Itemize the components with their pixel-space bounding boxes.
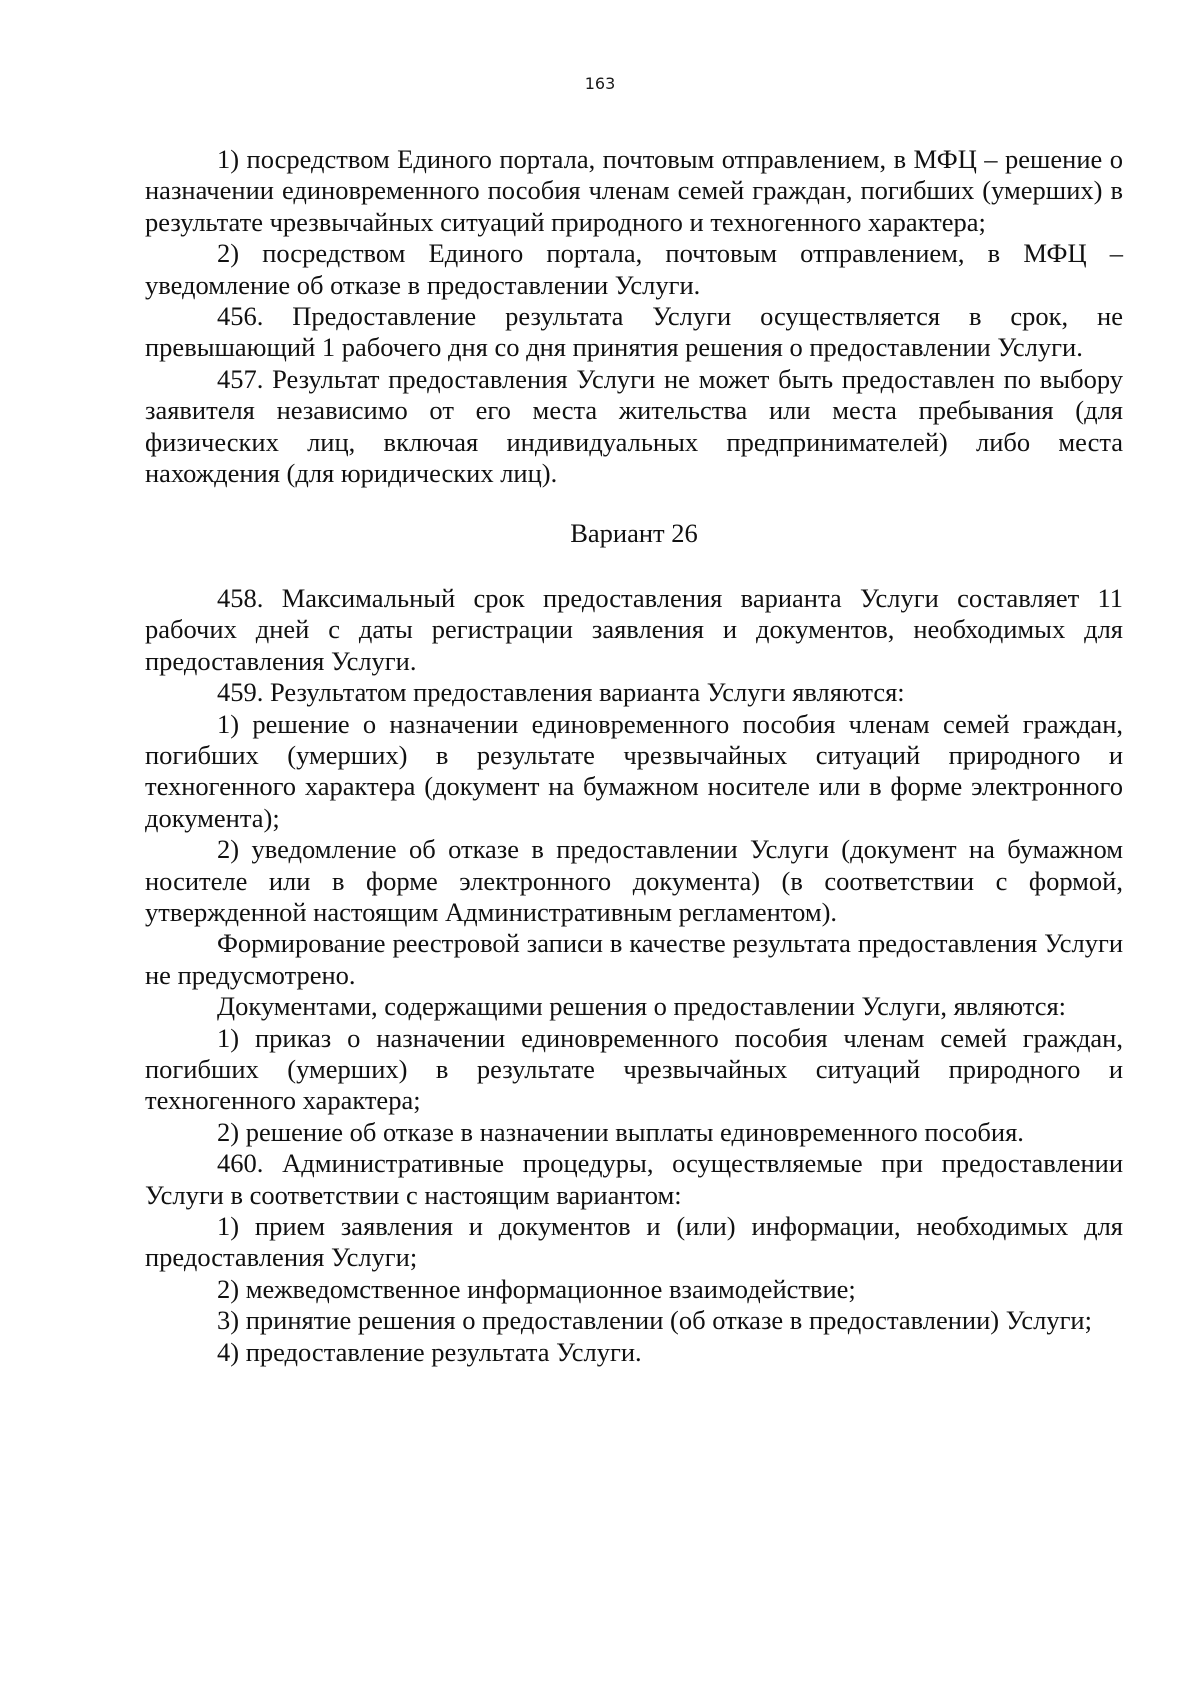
paragraph: 2) посредством Единого портала, почтовым отправлением, в МФЦ – уведомление об отказе в предоставлении Услуги.: [145, 238, 1123, 300]
paragraph: 458. Максимальный срок предоставления варианта Услуги составляет 11 рабочих дней с даты регистрации заявления и документов, необходимых для предоставления Услуги.: [145, 582, 1123, 676]
section-heading: Вариант 26: [570, 518, 698, 549]
paragraph: Документами, содержащими решения о предоставлении Услуги, являются:: [217, 991, 1067, 1022]
paragraph: 460. Административные процедуры, осуществляемые при предоставлении Услуги в соответствии с настоящим вариантом:: [145, 1148, 1123, 1210]
document-body: [145, 144, 1123, 1368]
paragraph: 4) предоставление результата Услуги.: [217, 1336, 642, 1367]
paragraph: 1) прием заявления и документов и (или) информации, необходимых для предоставления Услуги;: [145, 1211, 1123, 1273]
page-number: 163: [584, 74, 616, 93]
paragraph: 1) посредством Единого портала, почтовым отправлением, в МФЦ – решение о назначении единовременного пособия членам семей граждан, погибших (умерших) в результате чрезвычайных ситуаций природного и техногенного характера;: [145, 144, 1123, 237]
paragraph: Формирование реестровой записи в качестве результата предоставления Услуги не предусмотрено.: [145, 928, 1123, 990]
paragraph: 1) приказ о назначении единовременного пособия членам семей граждан, погибших (умерших) в результате чрезвычайных ситуаций природного и техногенного характера;: [145, 1022, 1123, 1116]
paragraph: 456. Предоставление результата Услуги осуществляется в срок, не превышающий 1 рабочего дня со дня принятия решения о предоставлении Услуги.: [145, 301, 1123, 363]
paragraph: 2) уведомление об отказе в предоставлении Услуги (документ на бумажном носителе или в форме электронного документа) (в соответствии с формой, утвержденной настоящим Административным регламентом).: [145, 834, 1123, 927]
paragraph: 1) решение о назначении единовременного пособия членам семей граждан, погибших (умерших) в результате чрезвычайных ситуаций природного и техногенного характера (документ на бумажном носителе или в форме электронного документа);: [145, 708, 1123, 833]
paragraph: 3) принятие решения о предоставлении (об отказе в предоставлении) Услуги;: [217, 1305, 1092, 1336]
paragraph: 2) межведомственное информационное взаимодействие;: [217, 1273, 856, 1304]
paragraph: 459. Результатом предоставления варианта Услуги являются:: [217, 677, 905, 708]
paragraph: 457. Результат предоставления Услуги не может быть предоставлен по выбору заявителя независимо от его места жительства или места пребывания (для физических лиц, включая индивидуальных предпринимателей) либо места нахождения (для юридических лиц).: [145, 363, 1123, 489]
paragraph: 2) решение об отказе в назначении выплаты единовременного пособия.: [217, 1116, 1024, 1147]
